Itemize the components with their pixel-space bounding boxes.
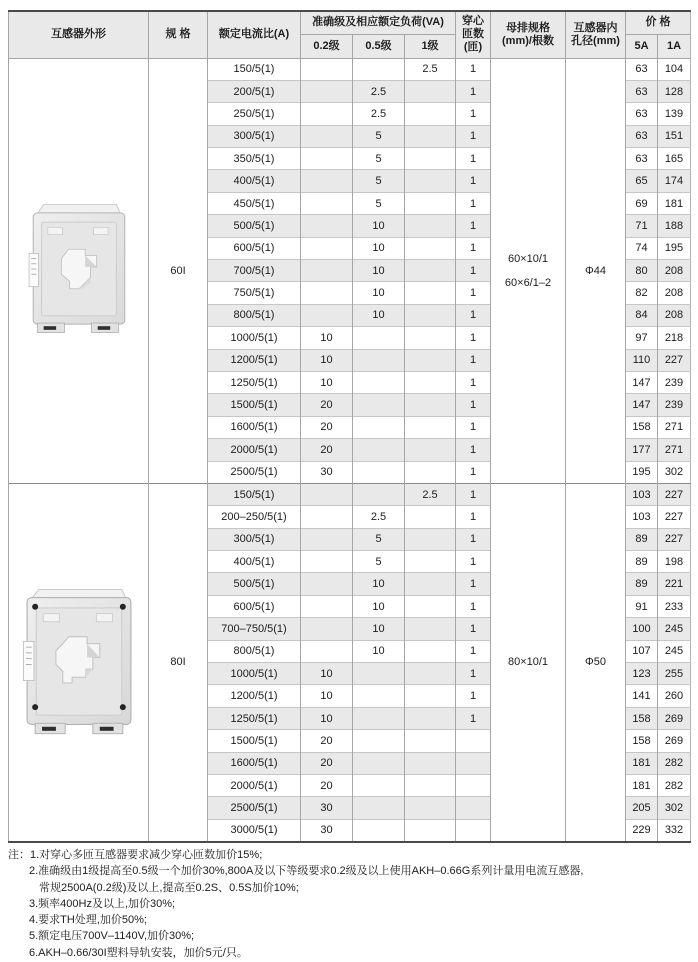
acc-02-cell: [301, 573, 353, 595]
price-1a-cell: 227: [658, 506, 691, 528]
acc-1-cell: [405, 528, 456, 550]
price-1a-cell: 239: [658, 371, 691, 393]
acc-05-cell: 10: [353, 260, 405, 282]
price-1a-cell: 208: [658, 282, 691, 304]
table-row: [9, 483, 691, 505]
acc-1-cell: [405, 80, 456, 102]
acc-1-cell: 2.5: [405, 58, 456, 80]
acc-05-cell: [353, 797, 405, 819]
acc-02-cell: [301, 237, 353, 259]
ratio-cell: 600/5(1): [208, 595, 301, 617]
price-5a-cell: 103: [626, 483, 658, 505]
acc-05-cell: [353, 775, 405, 797]
header-turns: [456, 11, 491, 58]
ratio-cell: 1500/5(1): [208, 394, 301, 416]
price-5a-cell: 141: [626, 685, 658, 707]
price-1a-cell: 181: [658, 192, 691, 214]
acc-02-cell: 20: [301, 730, 353, 752]
bore-cell: Φ50: [566, 483, 626, 841]
ratio-cell: 350/5(1): [208, 148, 301, 170]
ratio-cell: 700–750/5(1): [208, 618, 301, 640]
price-1a-cell: 139: [658, 103, 691, 125]
acc-05-cell: 10: [353, 215, 405, 237]
price-1a-cell: 255: [658, 663, 691, 685]
price-5a-cell: 65: [626, 170, 658, 192]
acc-02-cell: 20: [301, 752, 353, 774]
price-1a-cell: 208: [658, 304, 691, 326]
turns-cell: 1: [456, 349, 491, 371]
acc-1-cell: [405, 237, 456, 259]
acc-1-cell: [405, 663, 456, 685]
acc-02-cell: [301, 528, 353, 550]
header-turns-line1: 穿心: [462, 15, 484, 28]
ratio-cell: 2500/5(1): [208, 461, 301, 483]
turns-cell: [456, 775, 491, 797]
turns-cell: 1: [456, 663, 491, 685]
acc-1-cell: [405, 125, 456, 147]
turns-cell: 1: [456, 685, 491, 707]
acc-02-cell: [301, 125, 353, 147]
acc-05-cell: 5: [353, 125, 405, 147]
turns-cell: 1: [456, 483, 491, 505]
turns-cell: 1: [456, 371, 491, 393]
acc-05-cell: 2.5: [353, 103, 405, 125]
ratio-cell: 300/5(1): [208, 125, 301, 147]
acc-02-cell: 30: [301, 797, 353, 819]
price-1a-cell: 195: [658, 237, 691, 259]
turns-cell: 1: [456, 394, 491, 416]
price-5a-cell: 71: [626, 215, 658, 237]
ratio-cell: 450/5(1): [208, 192, 301, 214]
acc-02-cell: 20: [301, 394, 353, 416]
turns-cell: 1: [456, 304, 491, 326]
price-1a-cell: 271: [658, 416, 691, 438]
price-1a-cell: 128: [658, 80, 691, 102]
price-1a-cell: 198: [658, 551, 691, 573]
ratio-cell: 1600/5(1): [208, 752, 301, 774]
turns-cell: 1: [456, 125, 491, 147]
price-1a-cell: 239: [658, 394, 691, 416]
turns-cell: [456, 797, 491, 819]
acc-05-cell: 10: [353, 618, 405, 640]
price-1a-cell: 218: [658, 327, 691, 349]
price-1a-cell: 302: [658, 461, 691, 483]
turns-cell: [456, 819, 491, 841]
acc-02-cell: 10: [301, 349, 353, 371]
ratio-cell: 200/5(1): [208, 80, 301, 102]
acc-1-cell: [405, 797, 456, 819]
acc-05-cell: [353, 461, 405, 483]
ratio-cell: 1600/5(1): [208, 416, 301, 438]
price-1a-cell: 260: [658, 685, 691, 707]
acc-1-cell: [405, 640, 456, 662]
acc-1-cell: [405, 775, 456, 797]
acc-1-cell: [405, 148, 456, 170]
ratio-cell: 2500/5(1): [208, 797, 301, 819]
ratio-cell: 600/5(1): [208, 237, 301, 259]
ratio-cell: 400/5(1): [208, 170, 301, 192]
header-bore: [566, 11, 626, 58]
price-5a-cell: 158: [626, 707, 658, 729]
ratio-cell: 1200/5(1): [208, 685, 301, 707]
turns-cell: 1: [456, 528, 491, 550]
price-1a-cell: 233: [658, 595, 691, 617]
ratio-cell: 400/5(1): [208, 551, 301, 573]
price-1a-cell: 227: [658, 528, 691, 550]
acc-05-cell: [353, 371, 405, 393]
table-header: [9, 11, 691, 58]
header-accuracy-group: 准确级及相应额定负荷(VA): [301, 11, 456, 34]
acc-1-cell: [405, 327, 456, 349]
note-line: 6.AKH–0.66/30I塑料导轨安装，加价5元/只。: [29, 946, 248, 959]
acc-1-cell: [405, 282, 456, 304]
transformer-80i-photo: [20, 586, 138, 736]
spec-table-body: [9, 58, 691, 842]
ratio-cell: 2000/5(1): [208, 439, 301, 461]
price-1a-cell: 282: [658, 752, 691, 774]
turns-cell: [456, 752, 491, 774]
acc-1-cell: [405, 730, 456, 752]
price-5a-cell: 103: [626, 506, 658, 528]
ratio-cell: 3000/5(1): [208, 819, 301, 841]
price-5a-cell: 177: [626, 439, 658, 461]
acc-1-cell: [405, 103, 456, 125]
turns-cell: 1: [456, 461, 491, 483]
ratio-cell: 2000/5(1): [208, 775, 301, 797]
ratio-cell: 500/5(1): [208, 215, 301, 237]
transformer-price-table: [8, 10, 691, 843]
acc-05-cell: 5: [353, 170, 405, 192]
acc-1-cell: [405, 618, 456, 640]
acc-02-cell: [301, 618, 353, 640]
acc-02-cell: 10: [301, 685, 353, 707]
turns-cell: 1: [456, 148, 491, 170]
acc-02-cell: [301, 595, 353, 617]
price-5a-cell: 63: [626, 80, 658, 102]
price-5a-cell: 205: [626, 797, 658, 819]
price-5a-cell: 74: [626, 237, 658, 259]
acc-02-cell: 20: [301, 775, 353, 797]
ratio-cell: 1250/5(1): [208, 707, 301, 729]
ratio-cell: 700/5(1): [208, 260, 301, 282]
acc-1-cell: [405, 551, 456, 573]
price-5a-cell: 107: [626, 640, 658, 662]
acc-05-cell: [353, 685, 405, 707]
header-turns-line2: 匝数: [462, 28, 484, 41]
acc-02-cell: [301, 80, 353, 102]
acc-02-cell: 30: [301, 819, 353, 841]
acc-02-cell: 30: [301, 461, 353, 483]
acc-1-cell: [405, 685, 456, 707]
price-5a-cell: 89: [626, 528, 658, 550]
ratio-cell: 200–250/5(1): [208, 506, 301, 528]
note-line: 4.要求TH处理,加价50%;: [29, 914, 147, 927]
note-line: 5.额定电压700V–1140V,加价30%;: [29, 930, 195, 943]
price-5a-cell: 147: [626, 371, 658, 393]
acc-02-cell: 10: [301, 707, 353, 729]
acc-05-cell: 5: [353, 528, 405, 550]
acc-02-cell: [301, 551, 353, 573]
header-price-group: 价 格: [626, 11, 691, 34]
turns-cell: 1: [456, 103, 491, 125]
transformer-photo-cell: [9, 483, 149, 841]
turns-cell: 1: [456, 506, 491, 528]
acc-1-cell: [405, 170, 456, 192]
turns-cell: 1: [456, 707, 491, 729]
price-1a-cell: 188: [658, 215, 691, 237]
turns-cell: 1: [456, 192, 491, 214]
busbar-cell: [491, 58, 566, 483]
price-1a-cell: 245: [658, 618, 691, 640]
price-1a-cell: 174: [658, 170, 691, 192]
note-line: 常规2500A(0.2级)及以上,提高至0.2S、0.5S加价10%;: [39, 881, 299, 894]
price-1a-cell: 269: [658, 730, 691, 752]
acc-05-cell: [353, 394, 405, 416]
price-5a-cell: 69: [626, 192, 658, 214]
header-acc-1: 1级: [405, 34, 456, 58]
note-line: [8, 847, 692, 863]
ratio-cell: 750/5(1): [208, 282, 301, 304]
price-1a-cell: 227: [658, 483, 691, 505]
price-5a-cell: 63: [626, 58, 658, 80]
turns-cell: 1: [456, 618, 491, 640]
price-5a-cell: 123: [626, 663, 658, 685]
header-bore-line2: 孔径(mm): [571, 34, 620, 47]
acc-02-cell: [301, 282, 353, 304]
acc-1-cell: [405, 215, 456, 237]
price-5a-cell: 181: [626, 775, 658, 797]
acc-1-cell: [405, 304, 456, 326]
acc-05-cell: 5: [353, 192, 405, 214]
notes-prefix: 注：: [8, 849, 30, 861]
price-5a-cell: 84: [626, 304, 658, 326]
acc-02-cell: [301, 215, 353, 237]
acc-1-cell: [405, 260, 456, 282]
price-5a-cell: 91: [626, 595, 658, 617]
price-1a-cell: 269: [658, 707, 691, 729]
acc-02-cell: [301, 58, 353, 80]
price-5a-cell: 158: [626, 730, 658, 752]
header-spec: 规 格: [149, 11, 208, 58]
header-busbar: [491, 11, 566, 58]
ratio-cell: 250/5(1): [208, 103, 301, 125]
acc-1-cell: [405, 371, 456, 393]
acc-02-cell: [301, 170, 353, 192]
price-5a-cell: 80: [626, 260, 658, 282]
acc-1-cell: [405, 349, 456, 371]
acc-02-cell: [301, 260, 353, 282]
price-5a-cell: 63: [626, 148, 658, 170]
acc-05-cell: 2.5: [353, 80, 405, 102]
price-1a-cell: 165: [658, 148, 691, 170]
header-busbar-line2: (mm)/根数: [502, 34, 554, 47]
turns-cell: 1: [456, 551, 491, 573]
price-1a-cell: 104: [658, 58, 691, 80]
ratio-cell: 1000/5(1): [208, 663, 301, 685]
acc-05-cell: [353, 707, 405, 729]
turns-cell: 1: [456, 595, 491, 617]
acc-05-cell: [353, 416, 405, 438]
price-5a-cell: 110: [626, 349, 658, 371]
spec-cell: 80I: [149, 483, 208, 841]
price-1a-cell: 208: [658, 260, 691, 282]
header-acc-05: 0.5级: [353, 34, 405, 58]
acc-02-cell: [301, 103, 353, 125]
acc-1-cell: [405, 573, 456, 595]
acc-05-cell: 5: [353, 551, 405, 573]
acc-1-cell: [405, 416, 456, 438]
price-1a-cell: 302: [658, 797, 691, 819]
ratio-cell: 150/5(1): [208, 483, 301, 505]
price-5a-cell: 181: [626, 752, 658, 774]
acc-1-cell: [405, 819, 456, 841]
turns-cell: 1: [456, 282, 491, 304]
turns-cell: 1: [456, 573, 491, 595]
ratio-cell: 150/5(1): [208, 58, 301, 80]
acc-02-cell: 10: [301, 371, 353, 393]
acc-05-cell: 10: [353, 304, 405, 326]
price-5a-cell: 97: [626, 327, 658, 349]
ratio-cell: 1500/5(1): [208, 730, 301, 752]
acc-02-cell: [301, 192, 353, 214]
ratio-cell: 1000/5(1): [208, 327, 301, 349]
ratio-cell: 1250/5(1): [208, 371, 301, 393]
acc-02-cell: [301, 148, 353, 170]
header-turns-line3: (匝): [463, 41, 483, 54]
acc-1-cell: [405, 506, 456, 528]
acc-02-cell: 20: [301, 439, 353, 461]
acc-05-cell: 10: [353, 640, 405, 662]
busbar-line: 60×10/1: [507, 252, 549, 265]
price-5a-cell: 63: [626, 103, 658, 125]
header-acc-02: 0.2级: [301, 34, 353, 58]
acc-05-cell: 10: [353, 573, 405, 595]
acc-05-cell: 2.5: [353, 506, 405, 528]
acc-05-cell: [353, 483, 405, 505]
turns-cell: 1: [456, 260, 491, 282]
ratio-cell: 500/5(1): [208, 573, 301, 595]
acc-1-cell: [405, 439, 456, 461]
turns-cell: 1: [456, 58, 491, 80]
header-busbar-line1: 母排规格: [506, 21, 550, 34]
turns-cell: 1: [456, 439, 491, 461]
acc-1-cell: 2.5: [405, 483, 456, 505]
busbar-line: 60×6/1–2: [504, 276, 552, 289]
turns-cell: 1: [456, 80, 491, 102]
price-5a-cell: 63: [626, 125, 658, 147]
acc-05-cell: [353, 663, 405, 685]
acc-02-cell: 10: [301, 663, 353, 685]
busbar-cell: [491, 483, 566, 841]
acc-02-cell: 10: [301, 327, 353, 349]
acc-05-cell: [353, 730, 405, 752]
turns-cell: [456, 730, 491, 752]
spec-cell: 60I: [149, 58, 208, 483]
acc-05-cell: 10: [353, 595, 405, 617]
ratio-cell: 800/5(1): [208, 304, 301, 326]
header-shape: 互感器外形: [9, 11, 149, 58]
transformer-60i-photo: [27, 201, 131, 337]
price-5a-cell: 229: [626, 819, 658, 841]
notes: [8, 847, 692, 961]
price-1a-cell: 282: [658, 775, 691, 797]
acc-1-cell: [405, 394, 456, 416]
price-5a-cell: 195: [626, 461, 658, 483]
acc-05-cell: [353, 327, 405, 349]
price-5a-cell: 147: [626, 394, 658, 416]
transformer-photo-cell: [9, 58, 149, 483]
turns-cell: 1: [456, 327, 491, 349]
turns-cell: 1: [456, 237, 491, 259]
note-line: 2.准确级由1级提高至0.5级一个加价30%,800A及以下等级要求0.2级及以上使用AKH–0.66G系列计量用电流互感器,: [29, 865, 584, 878]
price-1a-cell: 221: [658, 573, 691, 595]
price-1a-cell: 332: [658, 819, 691, 841]
table-row: [9, 58, 691, 80]
acc-05-cell: [353, 58, 405, 80]
acc-1-cell: [405, 752, 456, 774]
acc-05-cell: 5: [353, 148, 405, 170]
header-price-1a: 1A: [658, 34, 691, 58]
ratio-cell: 1200/5(1): [208, 349, 301, 371]
acc-1-cell: [405, 707, 456, 729]
note-text: 1.对穿心多匝互感器要求减少穿心匝数加价15%;: [30, 849, 263, 861]
price-5a-cell: 89: [626, 573, 658, 595]
note-line: 3.频率400Hz及以上,加价30%;: [29, 897, 176, 910]
price-1a-cell: 271: [658, 439, 691, 461]
acc-05-cell: [353, 349, 405, 371]
price-1a-cell: 227: [658, 349, 691, 371]
price-5a-cell: 89: [626, 551, 658, 573]
acc-05-cell: [353, 439, 405, 461]
turns-cell: 1: [456, 640, 491, 662]
acc-02-cell: [301, 506, 353, 528]
acc-1-cell: [405, 595, 456, 617]
acc-02-cell: [301, 304, 353, 326]
turns-cell: 1: [456, 170, 491, 192]
price-1a-cell: 245: [658, 640, 691, 662]
busbar-line: 80×10/1: [507, 656, 549, 669]
acc-02-cell: [301, 640, 353, 662]
ratio-cell: 300/5(1): [208, 528, 301, 550]
price-5a-cell: 100: [626, 618, 658, 640]
acc-05-cell: [353, 752, 405, 774]
acc-1-cell: [405, 192, 456, 214]
acc-05-cell: [353, 819, 405, 841]
price-5a-cell: 158: [626, 416, 658, 438]
bore-cell: Φ44: [566, 58, 626, 483]
acc-05-cell: 10: [353, 282, 405, 304]
turns-cell: 1: [456, 215, 491, 237]
acc-05-cell: 10: [353, 237, 405, 259]
price-5a-cell: 82: [626, 282, 658, 304]
acc-02-cell: 20: [301, 416, 353, 438]
header-price-5a: 5A: [626, 34, 658, 58]
turns-cell: 1: [456, 416, 491, 438]
price-1a-cell: 151: [658, 125, 691, 147]
header-bore-line1: 互感器内: [573, 21, 618, 34]
header-ratio: 额定电流比(A): [208, 11, 301, 58]
ratio-cell: 800/5(1): [208, 640, 301, 662]
acc-1-cell: [405, 461, 456, 483]
acc-02-cell: [301, 483, 353, 505]
